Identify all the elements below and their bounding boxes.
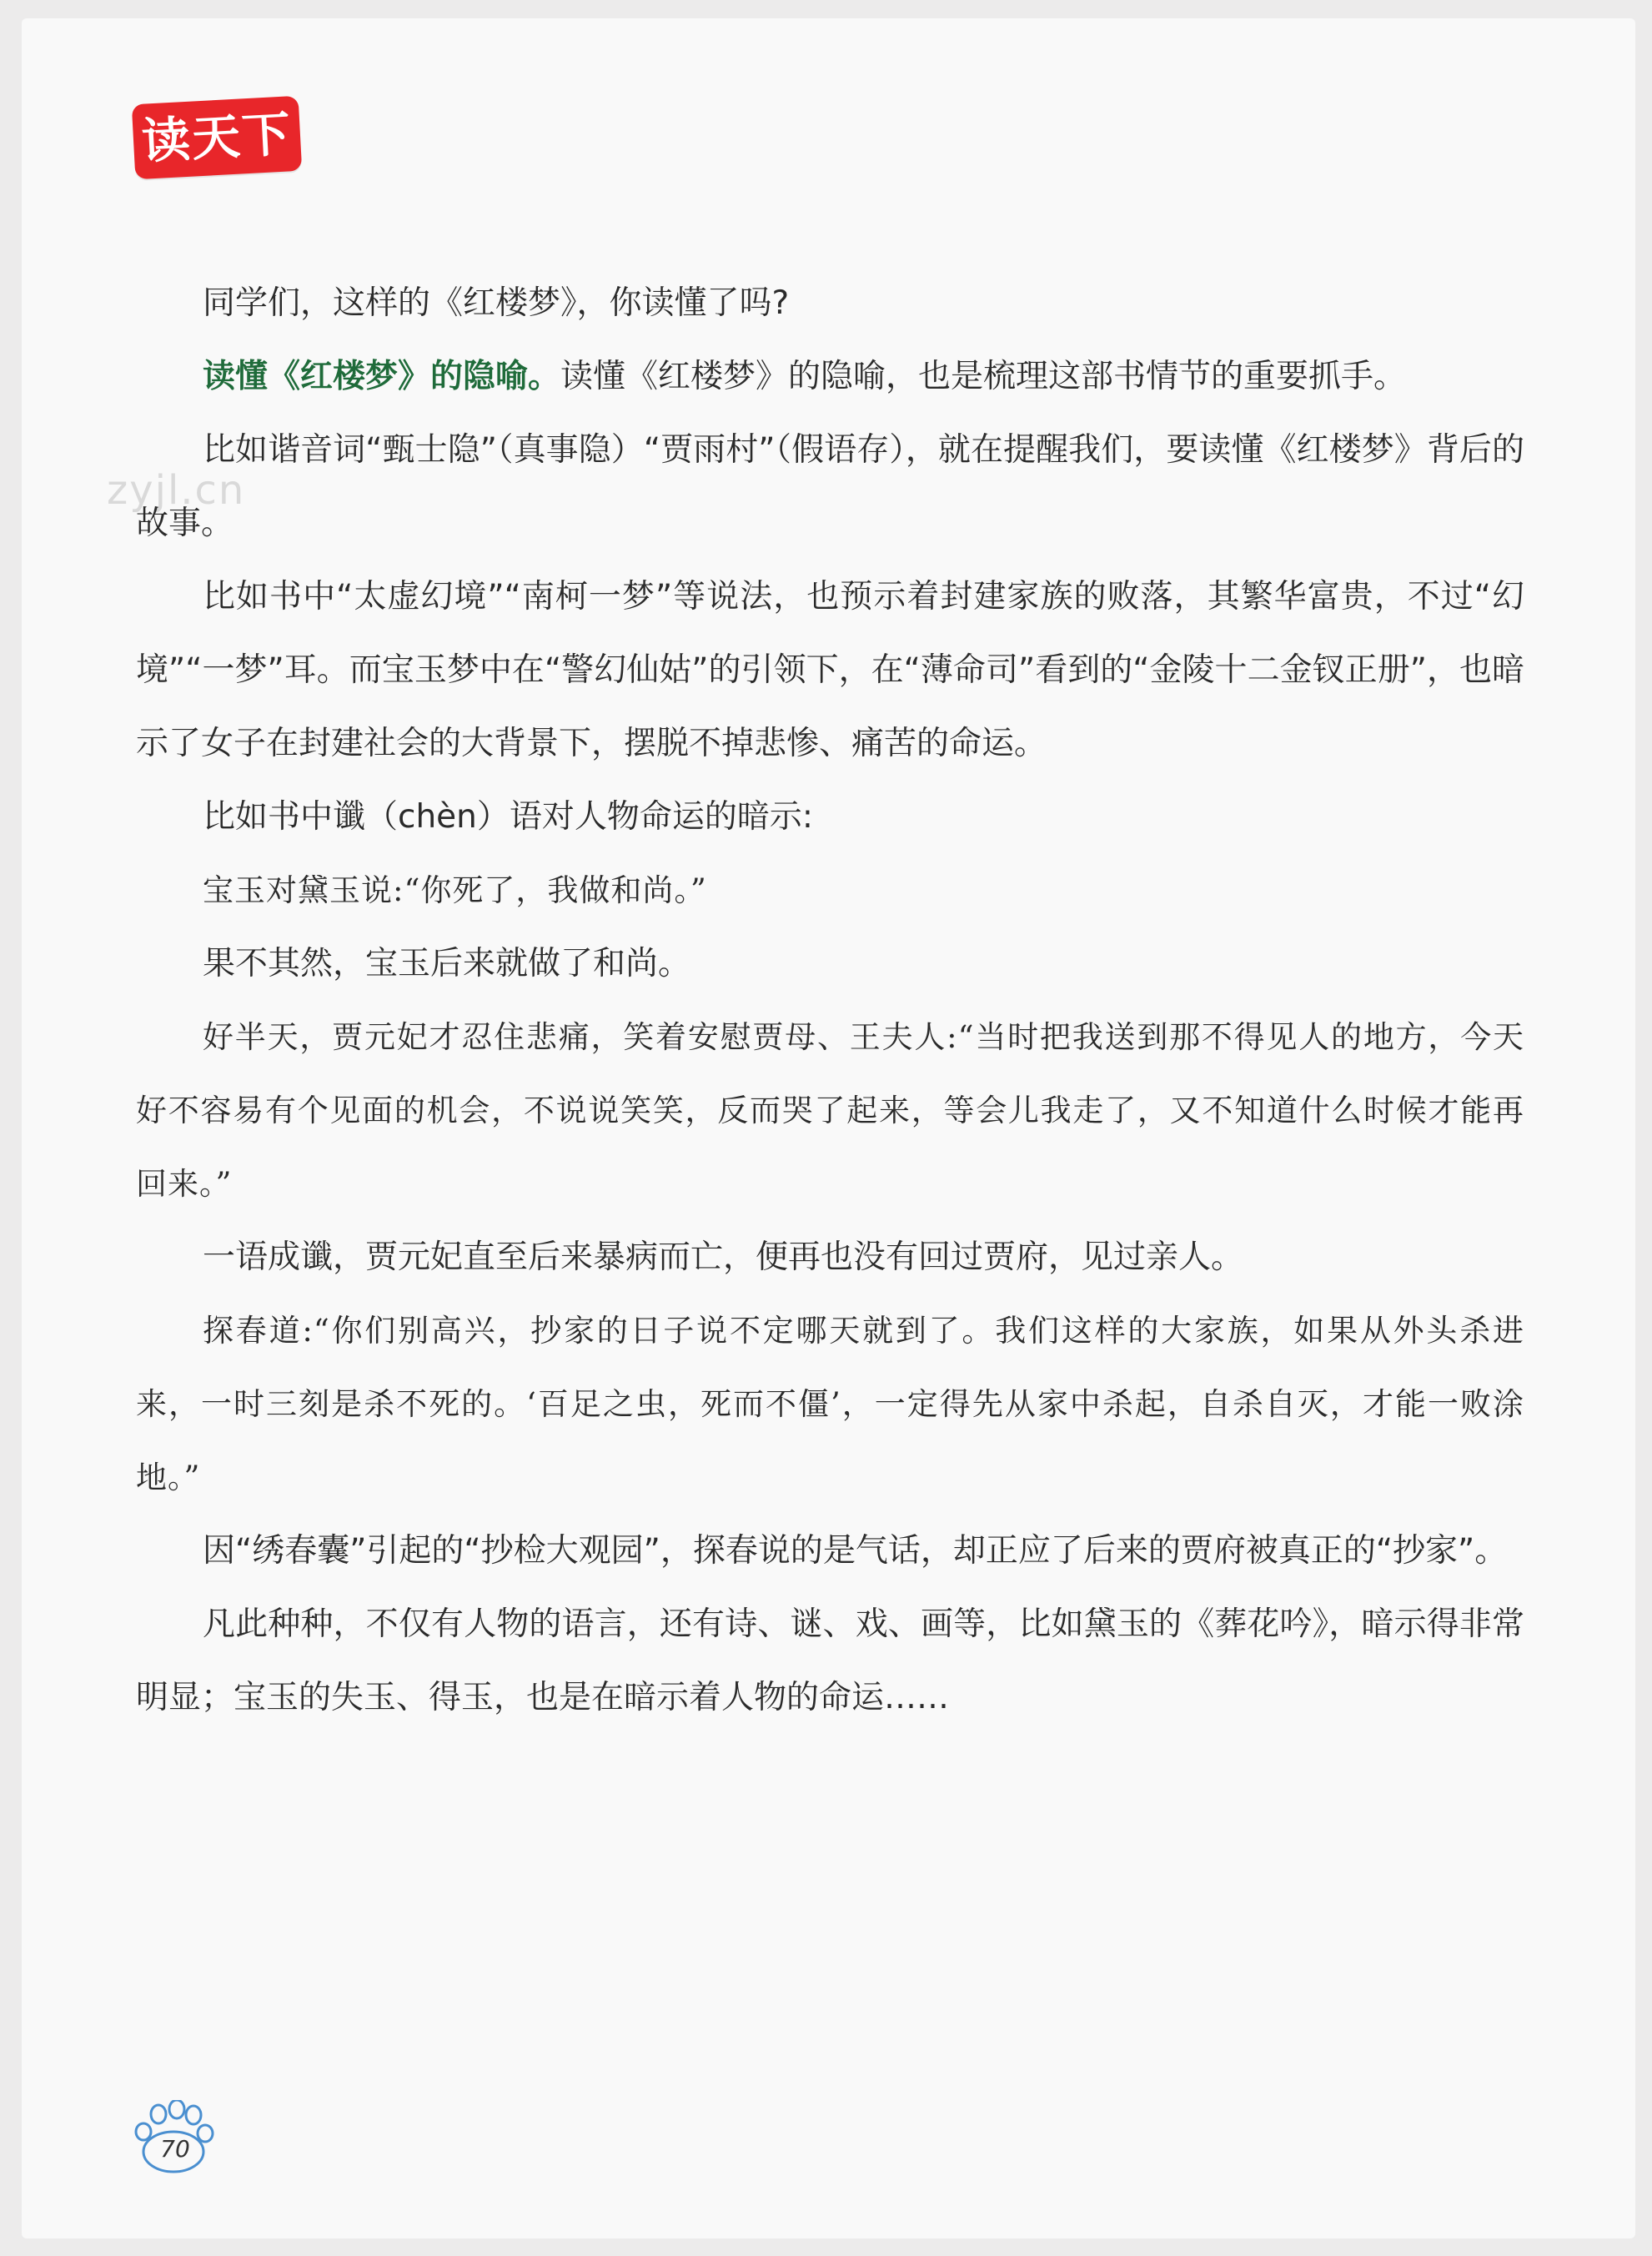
paragraph: 比如书中谶（chèn）语对人物命运的暗示: [203,798,814,836]
paragraph: 比如书中“太虚幻境”“南柯一梦”等说法，也预示着封建家族的败落，其繁华富贵，不过“幻境”“一梦”耳。而宝玉梦中在“警幻仙姑”的引领下，在“薄命司”看到的“金陵十二金钗正册”，也暗示了女子在封建社会的大背景下，摆脱不掉悲惨、痛苦的命运。 [136,578,1524,762]
quote-paragraph: 好半天，贾元妃才忍住悲痛，笑着安慰贾母、王夫人:“当时把我送到那不得见人的地方，今天好不容易有个见面的机会，不说说笑笑，反而哭了起来，等会儿我走了，又不知道什么时候才能再回来。” [136,1019,1524,1202]
quote-paragraph: 探春道:“你们别高兴，抄家的日子说不定哪天就到了。我们这样的大家族，如果从外头杀进来，一时三刻是杀不死的。‘百足之虫，死而不僵’，一定得先从家中杀起，自杀自灭，才能一败涂地。” [136,1313,1524,1495]
page-number: 70 [160,2135,190,2163]
paragraph: 一语成谶，贾元妃直至后来暴病而亡，便再也没有回过贾府，见过亲人。 [203,1239,1244,1276]
section-badge: 读天下 [132,96,302,179]
quote-paragraph: 宝玉对黛玉说:“你死了，我做和尚。” [203,872,707,908]
paragraph-text: 读懂《红楼梦》的隐喻，也是梳理这部书情节的重要抓手。 [560,358,1407,395]
watermark: zyjl.cn [107,467,246,514]
paragraph: 果不其然，宝玉后来就做了和尚。 [203,945,691,982]
article-body [136,267,1524,1735]
paragraph: 因“绣春囊”引起的“抄检大观园”，探春说的是气话，却正应了后来的贾府被真正的“抄家”。 [203,1532,1508,1570]
paragraph: 同学们，这样的《红楼梦》，你读懂了吗? [203,284,790,322]
paragraph-with-heading [136,340,1524,414]
paragraph: 凡此种种，不仅有人物的语言，还有诗、谜、戏、画等，比如黛玉的《葬花吟》，暗示得非常明显；宝玉的失玉、得玉，也是在暗示着人物的命运…… [136,1605,1524,1716]
paragraph: 比如谐音词“甄士隐”（真事隐）“贾雨村”（假语存），就在提醒我们，要读懂《红楼梦》背后的故事。 [136,431,1524,542]
section-heading: 读懂《红楼梦》的隐喻。 [203,358,561,395]
